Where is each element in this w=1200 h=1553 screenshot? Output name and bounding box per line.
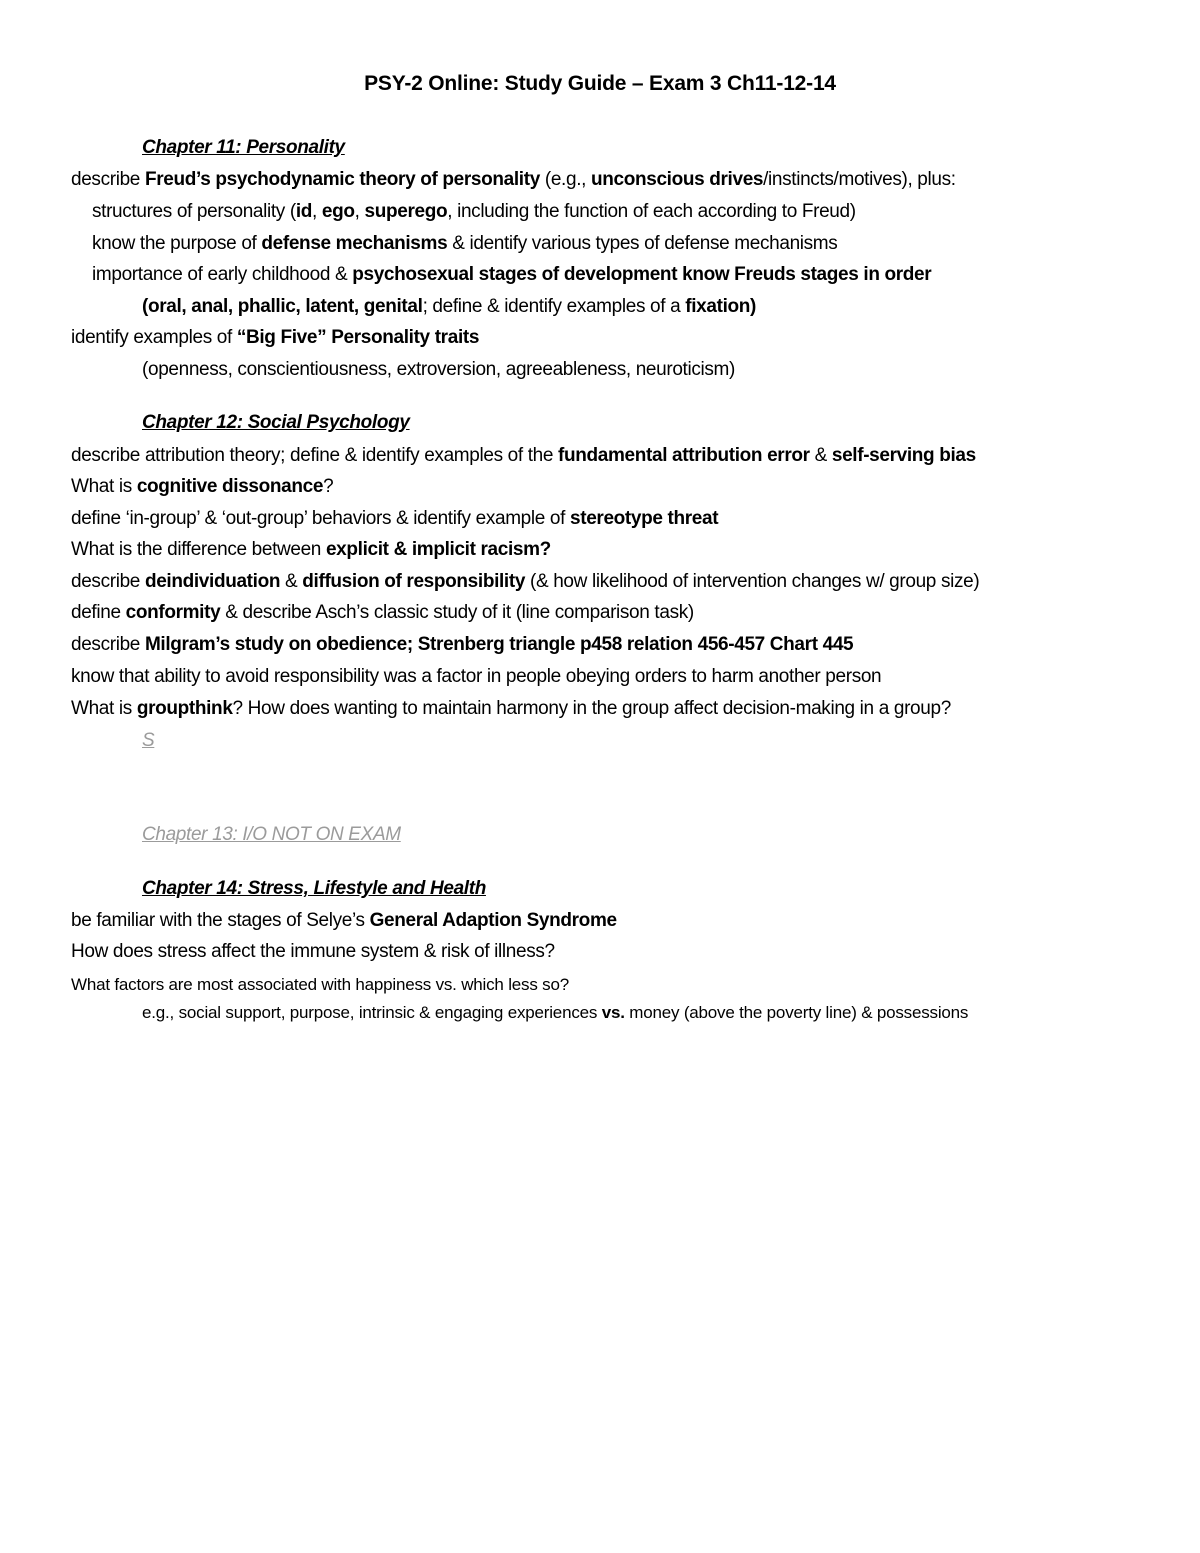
ch14-line-happiness: What factors are most associated with happiness vs. which less so?	[71, 975, 569, 994]
ch12-line-milgram: describe Milgram’s study on obedience; Strenberg triangle p458 relation 456-457 Chart 445	[71, 634, 854, 655]
ch12-line-ingroup: define ‘in-group’ & ‘out-group’ behaviors & identify example of stereotype threat	[71, 508, 719, 529]
chapter-11-heading: Chapter 11: Personality	[142, 137, 345, 158]
ch14-line-immune: How does stress affect the immune system & risk of illness?	[71, 941, 555, 962]
ch12-line-responsibility: know that ability to avoid responsibility was a factor in people obeying orders to harm another person	[71, 666, 882, 687]
ch14-line-gas: be familiar with the stages of Selye’s General Adaption Syndrome	[71, 910, 617, 931]
document-title: PSY-2 Online: Study Guide – Exam 3 Ch11-12-14	[364, 72, 836, 95]
ch11-line-psychosexual: importance of early childhood & psychosexual stages of development know Freuds stages in order	[92, 264, 932, 285]
ch12-stray-letter: S	[142, 730, 155, 751]
chapter-13-heading: Chapter 13: I/O NOT ON EXAM	[142, 824, 401, 845]
ch14-line-examples: e.g., social support, purpose, intrinsic & engaging experiences vs. money (above the poverty line) & possessions	[142, 1003, 969, 1022]
ch12-line-deindividuation: describe deindividuation & diffusion of responsibility (& how likelihood of intervention changes w/ group size)	[71, 571, 980, 592]
ch11-line-defense: know the purpose of defense mechanisms & identify various types of defense mechanisms	[92, 233, 838, 254]
ch11-line-stages: (oral, anal, phallic, latent, genital; define & identify examples of a fixation)	[142, 296, 757, 317]
chapter-14-heading: Chapter 14: Stress, Lifestyle and Health	[142, 878, 486, 899]
chapter-12-heading: Chapter 12: Social Psychology	[142, 412, 410, 433]
ch12-line-racism: What is the difference between explicit & implicit racism?	[71, 539, 551, 560]
ch11-line-traits: (openness, conscientiousness, extroversion, agreeableness, neuroticism)	[142, 359, 735, 380]
ch12-line-conformity: define conformity & describe Asch’s classic study of it (line comparison task)	[71, 602, 694, 623]
ch12-line-attribution: describe attribution theory; define & identify examples of the fundamental attribution error & self-serving bias	[71, 445, 976, 466]
ch11-line-freud: describe Freud’s psychodynamic theory of personality (e.g., unconscious drives/instincts/motives), plus:	[71, 169, 956, 190]
ch12-line-dissonance: What is cognitive dissonance?	[71, 476, 334, 497]
ch11-line-big-five: identify examples of “Big Five” Personality traits	[71, 327, 480, 348]
ch11-line-structures: structures of personality (id, ego, superego, including the function of each according to Freud)	[92, 201, 856, 222]
ch12-line-groupthink: What is groupthink? How does wanting to maintain harmony in the group affect decision-making in a group?	[71, 698, 951, 719]
